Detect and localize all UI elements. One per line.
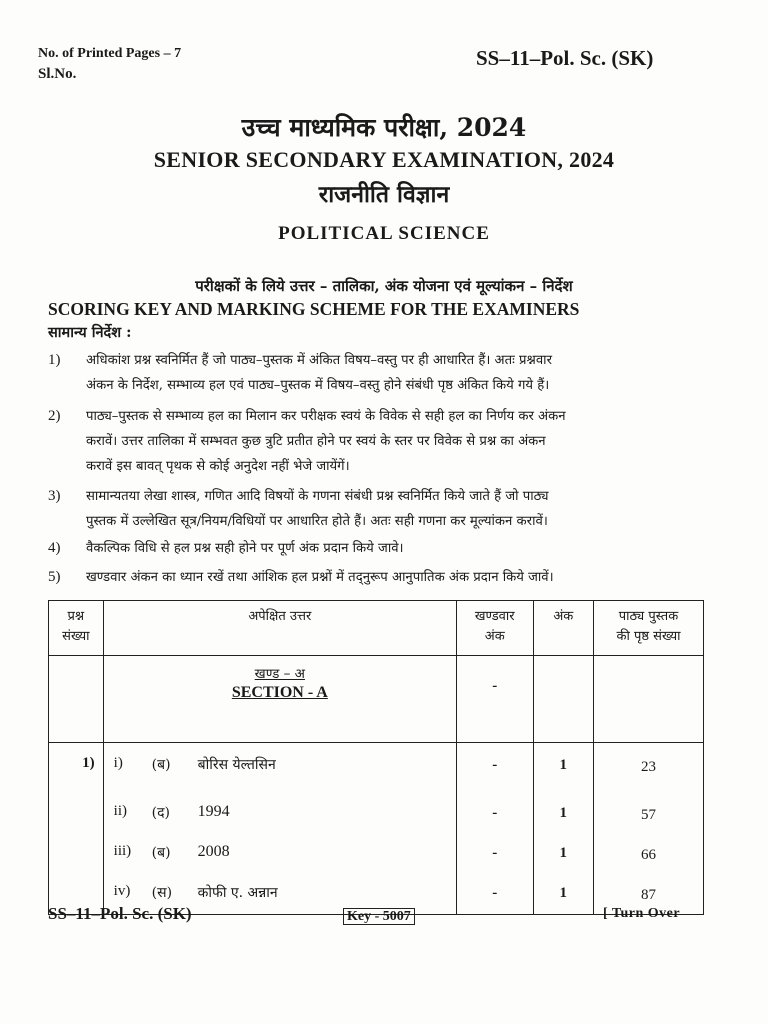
instruction-line: सामान्यतया लेखा शास्त्र, गणित आदि विषयों के गणना संबंधी प्रश्न स्वनिर्मित किये जाते हैं जो पाठ्य <box>86 489 549 504</box>
instruction-number: 4) <box>48 540 61 556</box>
instruction-4 <box>48 536 708 561</box>
answer-key-number: Key - 5007 <box>343 908 415 925</box>
exam-title-hindi: उच्च माध्यमिक परीक्षा, 2024 <box>241 113 527 142</box>
section-row <box>49 656 704 743</box>
sub-question-number: i) <box>113 755 123 771</box>
instruction-1 <box>48 348 708 398</box>
marks: 1 <box>533 791 593 831</box>
answer-key-table <box>48 600 704 915</box>
textbook-page: 87 <box>594 871 704 915</box>
instruction-line: पाठ्य–पुस्तक से सम्भाव्य हल का मिलान कर परीक्षक स्वयं के विवेक से सही हल का निर्णय कर अंकन <box>86 409 566 424</box>
table-header-row <box>49 601 704 656</box>
answer-text: 1994 <box>197 802 230 820</box>
answer-cell <box>103 831 456 871</box>
instruction-line: वैकल्पिक विधि से हल प्रश्न सही होने पर पूर्ण अंक प्रदान किये जावे। <box>86 541 404 556</box>
subject-english: POLITICAL SCIENCE <box>278 223 490 244</box>
printed-pages: No. of Printed Pages – 7 <box>38 46 182 61</box>
header-text: की पृष्ठ संख्या <box>616 629 681 644</box>
header-text: संख्या <box>62 629 90 644</box>
textbook-page: 23 <box>594 743 704 791</box>
section-marks: - <box>457 791 534 831</box>
header-marks <box>533 601 593 656</box>
marks: 1 <box>533 831 593 871</box>
instruction-line: पुस्तक में उल्लेखित सूत्र/नियम/विधियों पर आधारित होते हैं। अतः सही गणना कर मूल्यांकन करावें। <box>86 514 548 529</box>
section-title-hindi: खण्ड – अ <box>254 666 305 682</box>
answer-option: (ब) <box>151 757 171 773</box>
header-text: अंक <box>553 609 574 624</box>
answer-cell <box>103 791 456 831</box>
answer-text: कोफी ए. अन्नान <box>197 884 278 901</box>
answer-cell <box>103 743 456 791</box>
instruction-5 <box>48 565 708 590</box>
header-text: अपेक्षित उत्तर <box>248 609 312 624</box>
instruction-line: करावें इस बावत् पृथक से कोई अनुदेश नहीं भेजे जायेंगें। <box>86 459 350 474</box>
sub-question-number: ii) <box>113 802 127 819</box>
instruction-3 <box>48 484 708 534</box>
question-number: 1) <box>49 743 104 791</box>
section-title-english: SECTION - A <box>231 684 328 701</box>
subject-hindi: राजनीति विज्ञान <box>318 181 450 208</box>
textbook-page: 57 <box>594 791 704 831</box>
table-row <box>49 743 704 791</box>
instruction-number: 3) <box>48 488 61 504</box>
instruction-2 <box>48 404 708 479</box>
section-marks: - <box>457 743 534 791</box>
sub-question-number: iii) <box>113 842 132 859</box>
section-marks: - <box>457 831 534 871</box>
header-text: प्रश्न <box>67 609 85 624</box>
sub-question-number: iv) <box>113 882 131 899</box>
scoring-heading-hindi: परीक्षकों के लिये उत्तर – तालिका, अंक योजना एवं मूल्यांकन – निर्देश <box>195 277 573 295</box>
general-instructions-label: सामान्य निर्देश : <box>48 324 132 341</box>
instruction-line: अंकन के निर्देश, सम्भाव्य हल एवं पाठ्य–पुस्तक में विषय–वस्तु होने संबंधी पृष्ठ अंकित किये गये हैं। <box>86 378 550 393</box>
instruction-number: 1) <box>48 352 61 368</box>
section-marks: - <box>457 871 534 915</box>
turn-over-label: [ Turn Over <box>603 906 681 921</box>
answer-option: (स) <box>151 884 173 901</box>
serial-number: Sl.No. <box>38 66 77 82</box>
header-text: अंक <box>484 629 505 644</box>
answer-option: (द) <box>151 804 171 821</box>
answer-text: बोरिस येल्तसिन <box>197 757 276 773</box>
header-question-number <box>49 601 104 656</box>
table-row <box>49 831 704 871</box>
question-number-empty <box>49 831 104 871</box>
header-text: खण्डवार <box>474 609 515 624</box>
section-cell-empty <box>533 656 593 743</box>
scoring-heading-english: SCORING KEY AND MARKING SCHEME FOR THE EXAMINERS <box>48 299 580 319</box>
section-cell-empty <box>594 656 704 743</box>
section-marks: - <box>457 656 534 743</box>
section-cell-empty <box>49 656 104 743</box>
instruction-line: अधिकांश प्रश्न स्वनिर्मित हैं जो पाठ्य–पुस्तक में अंकित विषय–वस्तु पर ही आधारित हैं। अतः प्रश्नवार <box>86 353 552 368</box>
instruction-number: 2) <box>48 408 61 424</box>
answer-option: (ब) <box>151 844 171 861</box>
answer-key-box <box>343 905 415 925</box>
answer-text: 2008 <box>197 842 230 860</box>
instruction-line: करावें। उत्तर तालिका में सम्भवत कुछ त्रुटि प्रतीत होने पर स्वयं के स्तर पर विवेक से प्रश्न का अंकन <box>86 434 546 449</box>
marks: 1 <box>533 743 593 791</box>
footer-paper-code: SS–11–Pol. Sc. (SK) <box>48 904 192 923</box>
instruction-line: खण्डवार अंकन का ध्यान रखें तथा आंशिक हल प्रश्नों में तद्नुरूप आनुपातिक अंक प्रदान किये जावें। <box>86 570 554 585</box>
header-expected-answer <box>103 601 456 656</box>
question-number-empty <box>49 791 104 831</box>
marks: 1 <box>533 871 593 915</box>
section-title-cell <box>103 656 456 743</box>
header-textbook-page <box>594 601 704 656</box>
textbook-page: 66 <box>594 831 704 871</box>
exam-title-english: SENIOR SECONDARY EXAMINATION, 2024 <box>153 147 615 172</box>
table-row <box>49 791 704 831</box>
instruction-number: 5) <box>48 569 61 585</box>
header-text: पाठ्य पुस्तक <box>618 609 679 624</box>
header-section-marks <box>457 601 534 656</box>
paper-code: SS–11–Pol. Sc. (SK) <box>476 46 654 70</box>
